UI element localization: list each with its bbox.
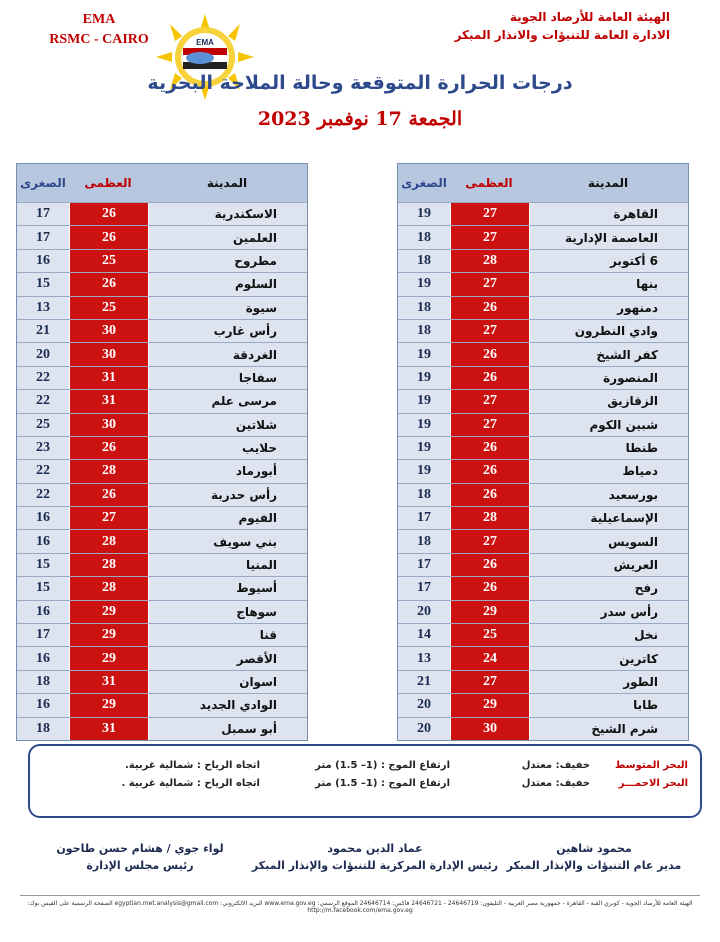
min-temp-cell: 21: [417, 674, 431, 689]
min-temp-cell: 17: [417, 580, 431, 596]
table-row: [17, 436, 307, 459]
min-temp-cell: 23: [36, 440, 50, 456]
table-row: [17, 342, 307, 365]
city-cell: قنا: [259, 628, 277, 643]
max-temp-cell: 26: [450, 577, 530, 599]
min-temp-cell: 20: [36, 346, 50, 362]
table-row: [398, 389, 688, 412]
city-cell: شرم الشيخ: [591, 721, 658, 736]
min-temp-cell: 20: [417, 603, 431, 619]
city-cell: العلمين: [232, 230, 277, 245]
city-cell: طنطا: [625, 441, 658, 456]
city-cell: مرسى علم: [211, 394, 277, 409]
min-temp-cell: 16: [36, 650, 50, 666]
city-cell: القاهرة: [613, 207, 658, 222]
table-row: [398, 366, 688, 389]
city-cell: الغردقة: [232, 347, 277, 362]
city-cell: السويس: [608, 534, 658, 549]
left-temperature-table: [16, 163, 308, 741]
max-temp-cell: 28: [69, 460, 149, 482]
max-temp-cell: 24: [450, 647, 530, 669]
sea-state-box: [28, 744, 702, 818]
min-temp-cell: 22: [36, 369, 50, 385]
city-cell: اسوان: [239, 675, 277, 689]
city-cell: الفيوم: [238, 511, 277, 526]
city-cell: بني سويف: [213, 534, 277, 549]
min-temp-cell: 20: [417, 697, 431, 713]
max-temp-cell: 26: [450, 297, 530, 319]
header-max: العظمى: [84, 176, 132, 190]
table-row: [398, 319, 688, 342]
red-sea-wave: ارتفاع الموج : (1– 1.5) متر: [315, 778, 450, 789]
min-temp-cell: 17: [36, 229, 50, 245]
max-temp-cell: 25: [450, 624, 530, 646]
max-temp-cell: 29: [69, 624, 149, 646]
table-row: [398, 553, 688, 576]
organization-block: [455, 8, 670, 44]
city-cell: رفح: [634, 581, 658, 596]
max-temp-cell: 26: [69, 203, 149, 225]
med-sea-line: [30, 760, 700, 778]
max-temp-cell: 26: [69, 226, 149, 248]
city-cell: الأقصر: [236, 651, 277, 666]
max-temp-cell: 31: [69, 390, 149, 412]
med-sea-wave: ارتفاع الموج : (1– 1.5) متر: [315, 760, 450, 771]
city-cell: سوهاج: [236, 604, 277, 619]
max-temp-cell: 28: [69, 577, 149, 599]
signature-role: رئيس الإدارة المركزية للتنبؤات والإنذار المبكر: [251, 859, 499, 872]
city-cell: شلاتين: [235, 417, 277, 432]
city-cell: أبورماد: [235, 464, 277, 479]
table-header: [17, 164, 307, 202]
min-temp-cell: 18: [417, 323, 431, 339]
table-row: [17, 389, 307, 412]
med-sea-state: خفيف: معتدل: [521, 760, 590, 771]
table-row: [398, 623, 688, 646]
table-row: [17, 225, 307, 248]
table-row: [17, 296, 307, 319]
max-temp-cell: 29: [69, 694, 149, 716]
table-row: [398, 693, 688, 716]
ema-acronym-block: [44, 10, 154, 50]
table-row: [398, 413, 688, 436]
min-temp-cell: 18: [36, 674, 50, 689]
table-row: [17, 670, 307, 693]
red-sea-label: البحر الاحمـــر: [618, 778, 688, 789]
table-row: [398, 506, 688, 529]
max-temp-cell: 26: [450, 484, 530, 506]
min-temp-cell: 15: [36, 580, 50, 596]
max-temp-cell: 25: [69, 297, 149, 319]
table-row: [17, 693, 307, 716]
med-sea-wind: اتجاه الرياح : شمالية غربية.: [124, 760, 260, 771]
min-temp-cell: 13: [36, 299, 50, 315]
table-header: [398, 164, 688, 202]
table-row: [398, 717, 688, 740]
max-temp-cell: 26: [450, 437, 530, 459]
min-temp-cell: 17: [417, 557, 431, 573]
city-cell: وادي النطرون: [574, 324, 658, 339]
max-temp-cell: 28: [450, 250, 530, 272]
footer-contact: الهيئة العامة للأرصاد الجوية - كوبري القبة - القاهرة - جمهورية مصر العربية - التليفون: 24646719 - 24646721 فاكس: 24646714 الموقع الرسمي: www.ema.gov.eg البريد الالكتروني: egyptian.met.analysis@gmail.com الصفحة الرسمية على الفيس بوك: http://m.facebook.com/ema.gov.eg: [27, 900, 693, 914]
table-row: [17, 483, 307, 506]
right-temperature-table: [397, 163, 689, 741]
table-row: [398, 459, 688, 482]
max-temp-cell: 29: [450, 601, 530, 623]
ema-acronym: EMA: [82, 12, 116, 27]
city-cell: الوادي الجديد: [199, 698, 277, 713]
min-temp-cell: 16: [36, 603, 50, 619]
city-cell: طابا: [633, 698, 658, 713]
table-row: [17, 202, 307, 225]
org-line-1: الهيئة العامة للأرصاد الجوية: [509, 10, 670, 24]
max-temp-cell: 27: [450, 671, 530, 693]
max-temp-cell: 30: [450, 718, 530, 740]
min-temp-cell: 19: [417, 463, 431, 479]
min-temp-cell: 22: [36, 393, 50, 409]
min-temp-cell: 18: [417, 299, 431, 315]
header-max: العظمى: [465, 176, 513, 190]
city-cell: دمياط: [622, 464, 658, 479]
table-row: [17, 717, 307, 740]
rsmc-label: RSMC - CAIRO: [49, 32, 149, 47]
signature-name: محمود شاهين: [556, 842, 632, 855]
city-cell: الاسكندرية: [214, 207, 277, 222]
table-row: [398, 576, 688, 599]
city-cell: مطروح: [234, 253, 277, 268]
table-row: [17, 366, 307, 389]
min-temp-cell: 19: [417, 206, 431, 222]
min-temp-cell: 17: [36, 627, 50, 643]
min-temp-cell: 20: [417, 720, 431, 736]
city-cell: سيوة: [245, 300, 277, 315]
max-temp-cell: 27: [450, 273, 530, 295]
org-line-2: الادارة العامة للتنبؤات والانذار المبكر: [454, 28, 670, 42]
min-temp-cell: 16: [36, 533, 50, 549]
max-temp-cell: 31: [69, 671, 149, 693]
city-cell: كفر الشيخ: [596, 347, 658, 362]
table-row: [17, 646, 307, 669]
table-row: [17, 506, 307, 529]
max-temp-cell: 29: [69, 647, 149, 669]
table-row: [398, 249, 688, 272]
max-temp-cell: 28: [69, 530, 149, 552]
table-row: [17, 623, 307, 646]
max-temp-cell: 26: [69, 437, 149, 459]
table-row: [17, 272, 307, 295]
max-temp-cell: 30: [69, 414, 149, 436]
city-cell: العاصمة الإدارية: [564, 230, 658, 245]
max-temp-cell: 31: [69, 718, 149, 740]
min-temp-cell: 22: [36, 463, 50, 479]
table-row: [398, 483, 688, 506]
city-cell: رأس سدر: [600, 604, 658, 619]
city-cell: 6 أكتوبر: [609, 253, 658, 268]
table-row: [17, 459, 307, 482]
table-row: [398, 342, 688, 365]
city-cell: الزقازيق: [607, 394, 658, 409]
city-cell: بورسعيد: [608, 487, 658, 502]
signature-role: رئيس مجلس الإدارة: [86, 859, 194, 872]
max-temp-cell: 30: [69, 320, 149, 342]
red-sea-state: خفيف: معتدل: [521, 778, 590, 789]
max-temp-cell: 30: [69, 343, 149, 365]
max-temp-cell: 28: [69, 554, 149, 576]
city-cell: حلايب: [242, 441, 277, 456]
max-temp-cell: 28: [450, 507, 530, 529]
min-temp-cell: 19: [417, 369, 431, 385]
city-cell: بنها: [636, 277, 658, 292]
min-temp-cell: 18: [417, 533, 431, 549]
max-temp-cell: 26: [450, 343, 530, 365]
header-min: الصغرى: [401, 176, 447, 190]
city-cell: الإسماعيلية: [590, 511, 658, 526]
city-cell: رأس غارب: [213, 324, 277, 339]
table-row: [398, 225, 688, 248]
min-temp-cell: 16: [36, 697, 50, 713]
city-cell: شبين الكوم: [589, 417, 658, 432]
max-temp-cell: 27: [450, 203, 530, 225]
table-row: [17, 249, 307, 272]
table-row: [398, 296, 688, 319]
min-temp-cell: 19: [417, 393, 431, 409]
red-sea-line: [30, 778, 700, 796]
footer-divider: [20, 895, 700, 896]
city-cell: كاترين: [619, 651, 658, 666]
min-temp-cell: 15: [36, 557, 50, 573]
max-temp-cell: 31: [69, 367, 149, 389]
table-row: [398, 202, 688, 225]
table-row: [17, 600, 307, 623]
page-title: درجات الحرارة المتوقعة وحالة الملاحة البحرية: [147, 72, 573, 94]
max-temp-cell: 27: [450, 530, 530, 552]
signature-role: مدير عام التنبؤات والإنذار المبكر: [506, 859, 682, 872]
min-temp-cell: 14: [417, 627, 431, 643]
signature-2: [250, 840, 500, 874]
table-row: [17, 576, 307, 599]
table-row: [17, 553, 307, 576]
max-temp-cell: 29: [69, 601, 149, 623]
max-temp-cell: 25: [69, 250, 149, 272]
signature-3: [30, 840, 250, 874]
city-cell: السلوم: [234, 277, 277, 292]
city-cell: الطور: [623, 675, 658, 689]
max-temp-cell: 27: [450, 390, 530, 412]
med-sea-label: البحر المتوسط: [615, 760, 688, 771]
city-cell: رأس حدربة: [210, 487, 277, 502]
signature-1: [484, 840, 704, 874]
min-temp-cell: 13: [417, 650, 431, 666]
header-min: الصغرى: [20, 176, 66, 190]
table-row: [398, 529, 688, 552]
table-row: [398, 272, 688, 295]
logo-text: EMA: [196, 38, 214, 47]
min-temp-cell: 22: [36, 486, 50, 502]
min-temp-cell: 19: [417, 440, 431, 456]
table-row: [398, 646, 688, 669]
max-temp-cell: 27: [69, 507, 149, 529]
min-temp-cell: 19: [417, 416, 431, 432]
min-temp-cell: 18: [417, 229, 431, 245]
max-temp-cell: 26: [69, 484, 149, 506]
forecast-date: الجمعة 17 نوفمبر 2023: [257, 108, 463, 130]
city-cell: نخل: [634, 628, 658, 643]
max-temp-cell: 26: [450, 460, 530, 482]
header-city: المدينة: [206, 176, 248, 190]
header-city: المدينة: [587, 176, 629, 190]
red-sea-wind: اتجاه الرياح : شمالية غربية .: [121, 778, 260, 789]
city-cell: أسيوط: [236, 581, 277, 596]
min-temp-cell: 21: [36, 323, 50, 339]
table-row: [398, 670, 688, 693]
min-temp-cell: 19: [417, 346, 431, 362]
max-temp-cell: 26: [450, 554, 530, 576]
min-temp-cell: 19: [417, 276, 431, 292]
min-temp-cell: 16: [36, 510, 50, 526]
max-temp-cell: 29: [450, 694, 530, 716]
city-cell: العريش: [613, 558, 658, 573]
city-cell: سفاجا: [238, 370, 277, 385]
min-temp-cell: 18: [417, 252, 431, 268]
min-temp-cell: 17: [36, 206, 50, 222]
city-cell: المنيا: [246, 558, 277, 573]
table-row: [17, 413, 307, 436]
max-temp-cell: 27: [450, 320, 530, 342]
min-temp-cell: 17: [417, 510, 431, 526]
table-row: [398, 600, 688, 623]
table-row: [398, 436, 688, 459]
min-temp-cell: 16: [36, 252, 50, 268]
max-temp-cell: 27: [450, 226, 530, 248]
min-temp-cell: 15: [36, 276, 50, 292]
signature-name: لواء جوي / هشام حسن طاحون: [56, 842, 224, 855]
city-cell: أبو سمبل: [221, 721, 277, 736]
min-temp-cell: 25: [36, 416, 50, 432]
max-temp-cell: 27: [450, 414, 530, 436]
city-cell: المنصورة: [603, 370, 658, 385]
min-temp-cell: 18: [36, 720, 50, 736]
table-row: [17, 529, 307, 552]
max-temp-cell: 26: [69, 273, 149, 295]
signature-name: عماد الدين محمود: [327, 842, 423, 855]
max-temp-cell: 26: [450, 367, 530, 389]
city-cell: دمنهور: [617, 300, 658, 315]
table-row: [17, 319, 307, 342]
min-temp-cell: 18: [417, 486, 431, 502]
